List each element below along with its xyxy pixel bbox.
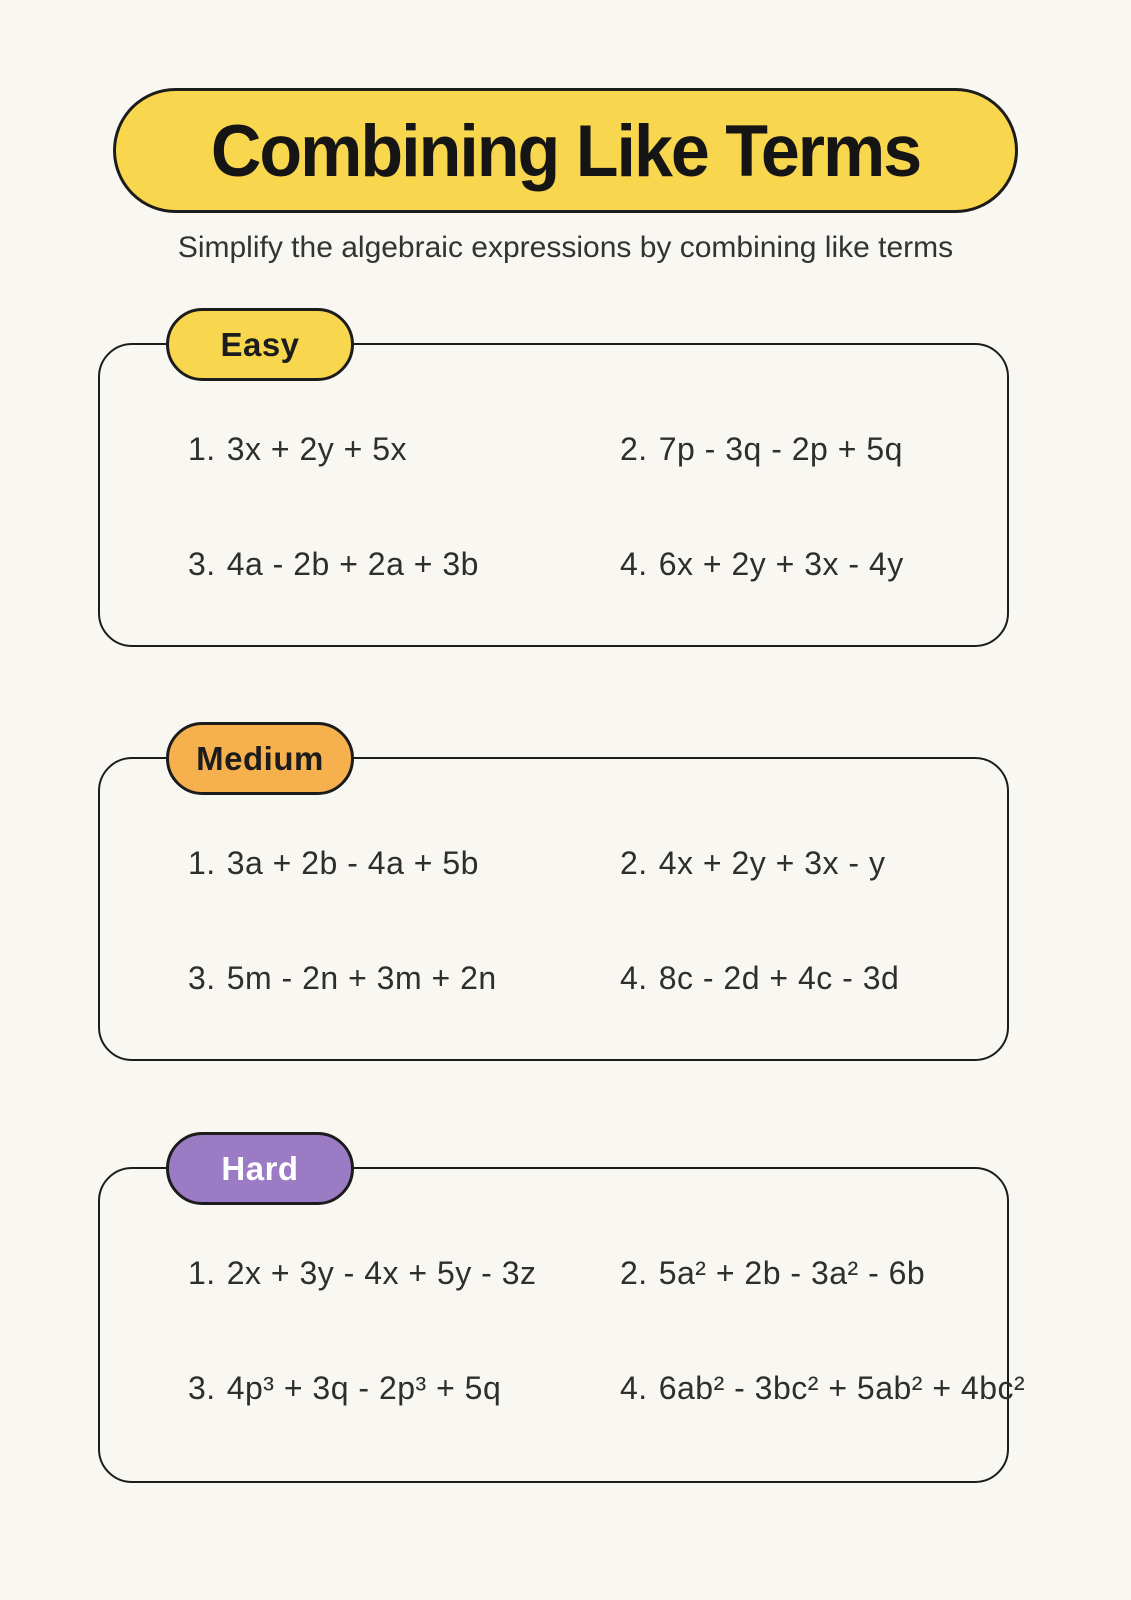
problem-number: 1. [188, 1255, 216, 1291]
problem-item [188, 1255, 536, 1292]
problem-expression: 3x + 2y + 5x [226, 431, 408, 467]
problem-number: 2. [620, 845, 648, 881]
difficulty-badge-label: Easy [220, 325, 300, 363]
problem-expression: 2x + 3y - 4x + 5y - 3z [226, 1255, 537, 1291]
problem-item [188, 431, 407, 468]
problem-expression: 6x + 2y + 3x - 4y [658, 546, 904, 582]
problem-number: 1. [188, 845, 216, 881]
difficulty-badge-label: Hard [221, 1149, 299, 1187]
problem-expression: 5a² + 2b - 3a² - 6b [658, 1255, 926, 1291]
problem-item [620, 431, 903, 468]
problem-number: 3. [188, 1370, 216, 1406]
problem-number: 1. [188, 431, 216, 467]
problem-expression: 6ab² - 3bc² + 5ab² + 4bc² [658, 1370, 1026, 1406]
problem-item [620, 960, 899, 997]
problem-expression: 8c - 2d + 4c - 3d [658, 960, 900, 996]
difficulty-badge-hard [166, 1132, 354, 1205]
problem-item [620, 845, 885, 882]
section-box-easy [98, 325, 1009, 647]
problem-number: 3. [188, 960, 216, 996]
difficulty-badge-easy [166, 308, 354, 381]
difficulty-badge-medium [166, 722, 354, 795]
problem-item [188, 845, 479, 882]
problem-number: 4. [620, 546, 648, 582]
problem-number: 2. [620, 1255, 648, 1291]
problem-item [620, 546, 904, 583]
problem-number: 4. [620, 960, 648, 996]
problem-item [188, 1370, 501, 1407]
difficulty-badge-label: Medium [196, 739, 324, 777]
page-title: Combining Like Terms [210, 109, 921, 192]
problem-expression: 4a - 2b + 2a + 3b [226, 546, 479, 582]
section-box-hard [98, 1149, 1026, 1483]
problem-item [188, 960, 497, 997]
problem-number: 4. [620, 1370, 648, 1406]
problem-expression: 4p³ + 3q - 2p³ + 5q [226, 1370, 502, 1406]
problem-expression: 5m - 2n + 3m + 2n [226, 960, 497, 996]
problem-expression: 4x + 2y + 3x - y [658, 845, 886, 881]
title-banner [113, 88, 1018, 213]
problem-item [620, 1255, 925, 1292]
problem-expression: 7p - 3q - 2p + 5q [658, 431, 903, 467]
problem-expression: 3a + 2b - 4a + 5b [226, 845, 479, 881]
problem-number: 2. [620, 431, 648, 467]
problem-item [620, 1370, 1025, 1407]
problem-item [188, 546, 479, 583]
page-subtitle: Simplify the algebraic expressions by combining like terms [177, 231, 954, 264]
section-box-medium [98, 739, 1009, 1061]
problem-number: 3. [188, 546, 216, 582]
